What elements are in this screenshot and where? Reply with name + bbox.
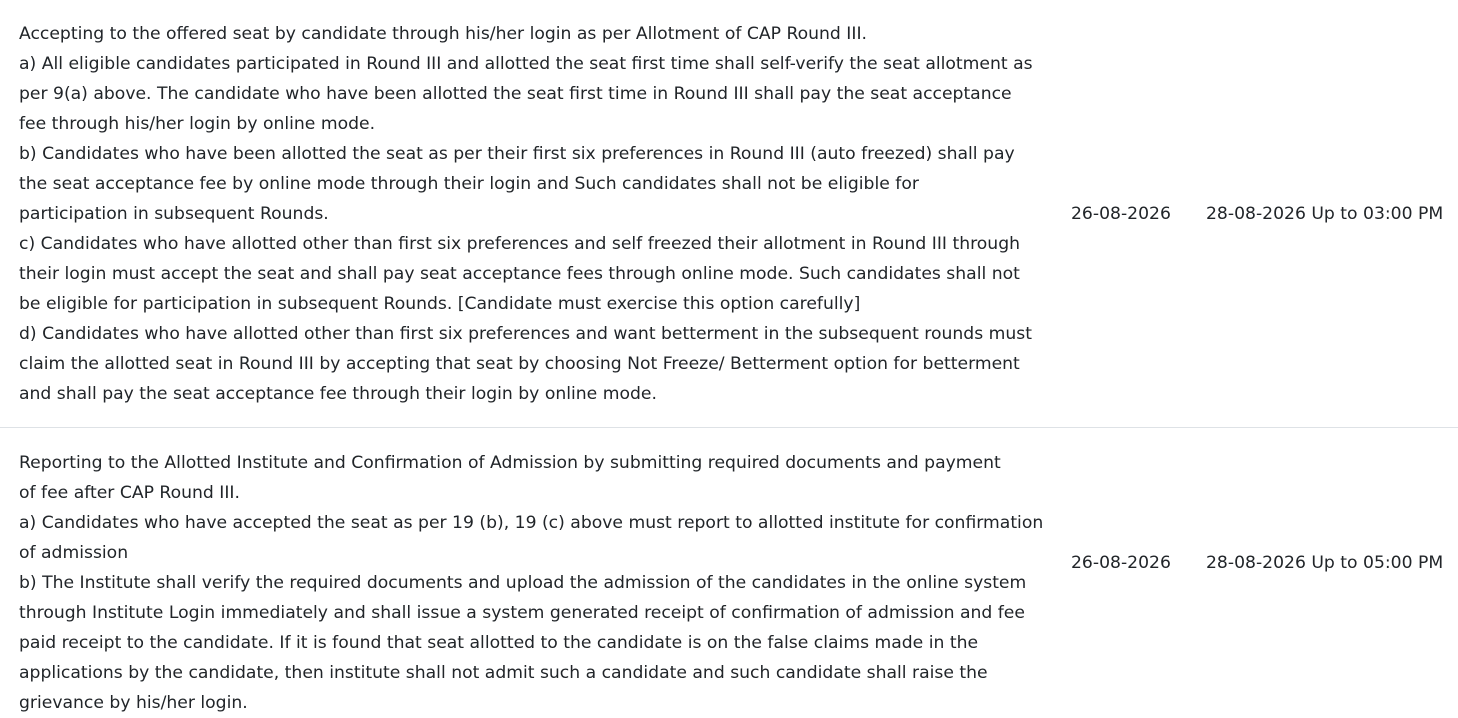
- description-line: b) Candidates who have been allotted the seat as per their first six preferences in Round III (auto freezed) shall pay: [19, 143, 1015, 164]
- description-line: claim the allotted seat in Round III by accepting that seat by choosing Not Freeze/ Betterment option for betterment: [19, 353, 1020, 374]
- description-line: Reporting to the Allotted Institute and Confirmation of Admission by submitting required documents and payment: [19, 453, 1001, 473]
- start-date: 26-08-2026: [1071, 203, 1171, 224]
- end-date: 28-08-2026 Up to 03:00 PM: [1206, 203, 1444, 224]
- end-date: 28-08-2026 Up to 05:00 PM: [1206, 553, 1444, 573]
- description-line: per 9(a) above. The candidate who have been allotted the seat first time in Round III shall pay the seat acceptance: [19, 83, 1012, 104]
- table-row: [0, 428, 1458, 718]
- description-line: c) Candidates who have allotted other than first six preferences and self freezed their allotment in Round III through: [19, 233, 1020, 254]
- description-line: a) All eligible candidates participated in Round III and allotted the seat first time shall self-verify the seat allotment as: [19, 53, 1033, 74]
- description-line: fee through his/her login by online mode.: [19, 113, 376, 134]
- description-line: participation in subsequent Rounds.: [19, 203, 329, 224]
- description-line: a) Candidates who have accepted the seat as per 19 (b), 19 (c) above must report to allotted institute for confirmation: [19, 513, 1044, 533]
- description-line: d) Candidates who have allotted other than first six preferences and want betterment in the subsequent rounds must: [19, 323, 1032, 344]
- description-line: applications by the candidate, then institute shall not admit such a candidate and such candidate shall raise the: [19, 663, 988, 683]
- description-line: grievance by his/her login.: [19, 693, 248, 713]
- description-line: Accepting to the offered seat by candidate through his/her login as per Allotment of CAP Round III.: [19, 23, 867, 44]
- start-date: 26-08-2026: [1071, 553, 1171, 573]
- description-line: and shall pay the seat acceptance fee through their login by online mode.: [19, 383, 657, 404]
- activity-description: [0, 448, 1049, 718]
- description-line: paid receipt to the candidate. If it is found that seat allotted to the candidate is on the false claims made in the: [19, 633, 979, 653]
- activity-description: [0, 19, 1049, 409]
- description-line: through Institute Login immediately and shall issue a system generated receipt of confirmation of admission and fee: [19, 603, 1025, 623]
- description-line: of admission: [19, 543, 129, 563]
- description-line: b) The Institute shall verify the required documents and upload the admission of the candidates in the online system: [19, 573, 1027, 593]
- description-line: be eligible for participation in subsequent Rounds. [Candidate must exercise this option carefully]: [19, 293, 861, 314]
- description-line: their login must accept the seat and shall pay seat acceptance fees through online mode. Such candidates shall not: [19, 263, 1020, 284]
- description-line: the seat acceptance fee by online mode through their login and Such candidates shall not be eligible for: [19, 173, 919, 194]
- description-line: of fee after CAP Round III.: [19, 483, 240, 503]
